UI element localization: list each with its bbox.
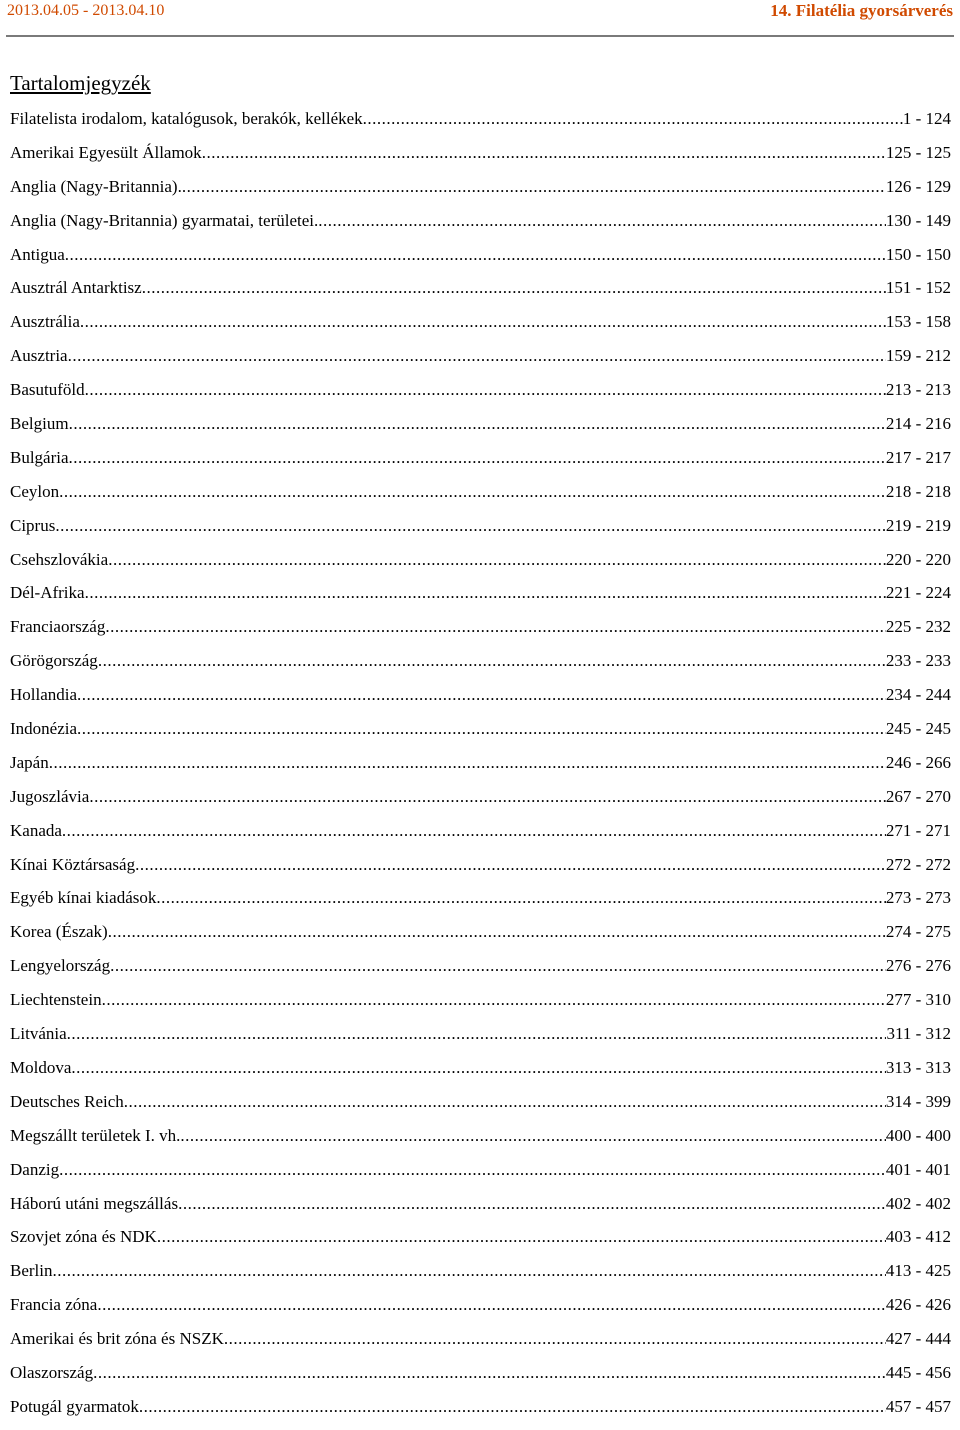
toc-title: Tartalomjegyzék	[10, 71, 151, 95]
toc-entry[interactable]	[10, 1260, 951, 1294]
toc-entry[interactable]	[10, 1091, 951, 1125]
dot-leader	[135, 854, 886, 876]
toc-entry[interactable]	[10, 582, 951, 616]
dot-leader	[77, 718, 886, 740]
toc-entry-name: Ausztrália	[10, 312, 80, 332]
toc-entry[interactable]	[10, 1159, 951, 1193]
dot-leader	[182, 176, 886, 198]
toc-entry-name: Megszállt területek I. vh.	[10, 1125, 181, 1145]
toc-entry-pages: 219 - 219	[885, 515, 951, 535]
toc-entry-pages: 267 - 270	[885, 786, 951, 806]
toc-entry[interactable]	[10, 887, 951, 921]
toc-entry-name: Jugoszlávia	[10, 786, 90, 806]
toc-entry-name: Francia zóna	[10, 1295, 98, 1315]
toc-entry-pages: 400 - 400	[885, 1125, 951, 1145]
toc-entry[interactable]	[10, 1057, 951, 1091]
dot-leader	[62, 820, 886, 842]
toc-entry-pages: 218 - 218	[885, 481, 951, 501]
dot-leader	[71, 1057, 885, 1079]
dot-leader	[180, 1125, 885, 1147]
dot-leader	[363, 108, 903, 130]
dot-leader	[69, 447, 886, 469]
dot-leader	[157, 1226, 886, 1248]
toc-entry[interactable]	[10, 1396, 951, 1430]
toc-entry[interactable]	[10, 786, 951, 820]
dot-leader	[59, 1159, 886, 1181]
toc-entry-pages: 457 - 457	[885, 1396, 951, 1416]
dot-leader	[85, 582, 886, 604]
dot-leader	[108, 921, 886, 943]
toc-entry-pages: 153 - 158	[885, 312, 951, 332]
dot-leader	[53, 1260, 886, 1282]
dot-leader	[178, 1193, 886, 1215]
toc-entry[interactable]	[10, 311, 951, 345]
toc-entry[interactable]	[10, 244, 951, 278]
toc-entry[interactable]	[10, 1226, 951, 1260]
toc-entry-pages: 1 - 124	[902, 109, 951, 128]
dot-leader	[108, 549, 886, 571]
toc-entry-name: Kínai Köztársaság	[10, 854, 136, 874]
dot-leader	[59, 481, 886, 503]
dot-leader	[102, 989, 886, 1011]
dot-leader	[202, 142, 886, 164]
toc-entry-name: Görögország	[10, 651, 98, 671]
toc-entry-pages: 217 - 217	[885, 447, 951, 467]
toc-entry-name: Egyéb kínai kiadások	[10, 888, 157, 908]
toc-entry[interactable]	[10, 650, 951, 684]
toc-entry-pages: 271 - 271	[885, 820, 951, 840]
toc-entry-pages: 314 - 399	[885, 1091, 951, 1111]
toc-entry-name: Antigua	[10, 244, 65, 264]
toc-entry-pages: 130 - 149	[885, 210, 951, 230]
toc-entry[interactable]	[10, 1023, 951, 1057]
toc-entry-name: Ausztria	[10, 346, 68, 366]
toc-entry[interactable]	[10, 955, 951, 989]
toc-entry[interactable]	[10, 142, 951, 176]
toc-entry-pages: 313 - 313	[885, 1057, 951, 1077]
toc-entry[interactable]	[10, 921, 951, 955]
auction-date-range: 2013.04.05 - 2013.04.10	[7, 2, 165, 19]
toc-entry-pages: 402 - 402	[885, 1193, 951, 1213]
toc-entry-name: Ciprus	[10, 515, 56, 535]
toc-entry-pages: 245 - 245	[885, 719, 951, 739]
dot-leader	[69, 413, 886, 435]
toc-entry-pages: 427 - 444	[885, 1329, 951, 1349]
toc-entry-name: Amerikai és brit zóna és NSZK	[10, 1329, 224, 1349]
toc-entry-pages: 445 - 456	[885, 1362, 951, 1382]
toc-entry-pages: 214 - 216	[885, 414, 951, 434]
toc-entry-name: Filatelista irodalom, katalógusok, berakók, kellékek	[10, 109, 363, 128]
toc-entry-name: Dél-Afrika	[10, 583, 85, 603]
toc-entry[interactable]	[10, 345, 951, 379]
toc-entry-pages: 125 - 125	[885, 142, 951, 162]
toc-entry-name: Potugál gyarmatok	[10, 1396, 139, 1416]
dot-leader	[318, 210, 886, 232]
toc-entry-name: Szovjet zóna és NDK	[10, 1227, 157, 1247]
toc-entry-pages: 246 - 266	[885, 752, 951, 772]
toc-entry[interactable]	[10, 854, 951, 888]
toc-entry-name: Belgium	[10, 414, 69, 434]
toc-entry-pages: 426 - 426	[885, 1295, 951, 1315]
toc-entry-name: Danzig	[10, 1159, 60, 1179]
dot-leader	[68, 345, 886, 367]
toc-entry-pages: 150 - 150	[885, 244, 951, 264]
dot-leader	[97, 1294, 886, 1316]
toc-entry-name: Korea (Észak)	[10, 922, 108, 942]
toc-entry-pages: 220 - 220	[885, 549, 951, 569]
toc-entry-pages: 276 - 276	[885, 956, 951, 976]
toc-entry-pages: 126 - 129	[885, 176, 951, 196]
toc-entry-name: Lengyelország	[10, 956, 111, 976]
toc-entry-pages: 273 - 273	[885, 888, 951, 908]
toc-entry-name: Basutuföld	[10, 380, 85, 400]
toc-entry-name: Anglia (Nagy-Britannia).	[10, 176, 182, 196]
toc-entry-name: Bulgária	[10, 447, 69, 467]
toc-entry[interactable]	[10, 379, 951, 413]
toc-entry[interactable]	[10, 1362, 951, 1396]
toc-entry-name: Ceylon	[10, 481, 60, 501]
dot-leader	[89, 786, 886, 808]
toc-entry-name: Hollandia	[10, 685, 78, 705]
toc-entry-name: Liechtenstein	[10, 990, 102, 1010]
toc-entry[interactable]	[10, 1328, 951, 1362]
toc-entry-name: Amerikai Egyesült Államok	[10, 142, 202, 162]
toc-entry-pages: 213 - 213	[885, 380, 951, 400]
toc-entry-name: Japán	[10, 752, 49, 772]
toc-entry-pages: 221 - 224	[885, 583, 951, 603]
toc-entry-name: Csehszlovákia	[10, 549, 109, 569]
toc-entry-pages: 413 - 425	[885, 1261, 951, 1281]
toc-entry[interactable]	[10, 684, 951, 718]
dot-leader	[110, 955, 886, 977]
dot-leader	[80, 311, 886, 333]
toc-entry-pages: 403 - 412	[885, 1227, 951, 1247]
toc-entry[interactable]	[10, 108, 951, 142]
toc-entry[interactable]	[10, 481, 951, 515]
toc-entry-pages: 225 - 232	[885, 617, 951, 637]
dot-leader	[85, 379, 886, 401]
toc-entry[interactable]	[10, 277, 951, 311]
toc-entry[interactable]	[10, 1125, 951, 1159]
toc-entry-pages: 234 - 244	[885, 685, 951, 705]
toc-entry[interactable]	[10, 176, 951, 210]
toc-entry-pages: 159 - 212	[885, 346, 951, 366]
auction-title: 14. Filatélia gyorsárverés	[770, 1, 953, 20]
toc-entry-name: Kanada	[10, 820, 62, 840]
dot-leader	[93, 1362, 886, 1384]
toc-entry-pages: 401 - 401	[885, 1159, 951, 1179]
dot-leader	[224, 1328, 886, 1350]
toc-entry-name: Indonézia	[10, 719, 78, 739]
toc-entry[interactable]	[10, 1294, 951, 1328]
toc-entry-name: Franciaország	[10, 617, 106, 637]
toc-entry-name: Anglia (Nagy-Britannia) gyarmatai, területei.	[10, 210, 319, 230]
toc-entry-pages: 311 - 312	[886, 1024, 951, 1044]
toc-entry[interactable]	[10, 1193, 951, 1227]
toc-entry-pages: 151 - 152	[885, 278, 951, 298]
toc-entry-pages: 274 - 275	[885, 922, 951, 942]
toc-entry[interactable]	[10, 210, 951, 244]
dot-leader	[98, 650, 886, 672]
dot-leader	[156, 887, 885, 909]
toc-entry[interactable]	[10, 447, 951, 481]
toc-entry[interactable]	[10, 718, 951, 752]
toc-entry-name: Deutsches Reich	[10, 1091, 124, 1111]
dot-leader	[142, 277, 886, 299]
dot-leader	[65, 244, 886, 266]
toc-entry-name: Olaszország	[10, 1362, 94, 1382]
toc-entry[interactable]	[10, 549, 951, 583]
dot-leader	[139, 1396, 886, 1418]
dot-leader	[55, 515, 885, 537]
toc-entry[interactable]	[10, 413, 951, 447]
toc-entry-name: Litvánia	[10, 1024, 67, 1044]
toc-entry-pages: 277 - 310	[885, 990, 951, 1010]
toc-entry-name: Ausztrál Antarktisz	[10, 278, 142, 298]
toc-entry-pages: 233 - 233	[885, 651, 951, 671]
toc-list	[10, 108, 951, 1430]
toc-entry-name: Berlin	[10, 1261, 53, 1281]
dot-leader	[124, 1091, 886, 1113]
toc-entry[interactable]	[10, 820, 951, 854]
page-header	[6, 0, 954, 37]
toc-entry[interactable]	[10, 515, 951, 549]
toc-entry-pages: 272 - 272	[885, 854, 951, 874]
dot-leader	[49, 752, 886, 774]
dot-leader	[105, 616, 885, 638]
toc-entry-name: Háború utáni megszállás	[10, 1193, 179, 1213]
dot-leader	[77, 684, 886, 706]
toc-entry[interactable]	[10, 752, 951, 786]
dot-leader	[67, 1023, 887, 1045]
toc-entry[interactable]	[10, 616, 951, 650]
toc-entry-name: Moldova	[10, 1057, 72, 1077]
toc-entry[interactable]	[10, 989, 951, 1023]
